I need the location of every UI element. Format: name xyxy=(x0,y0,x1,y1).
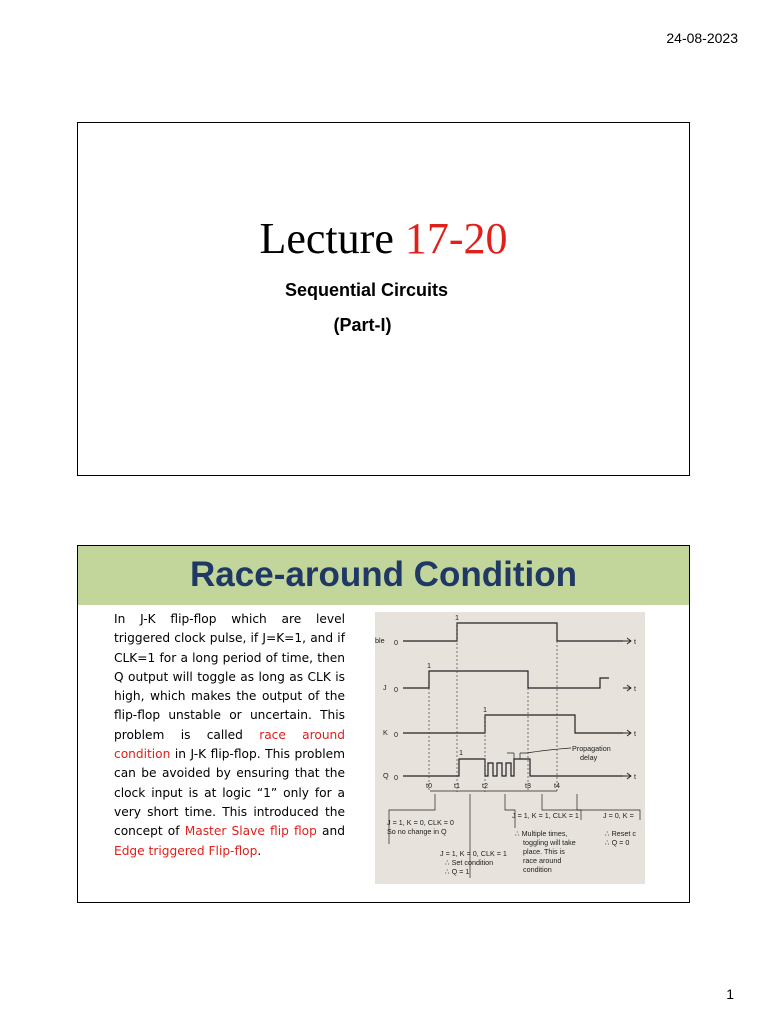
timing-diagram-photo xyxy=(375,612,645,884)
k-waveform xyxy=(403,715,623,733)
fig-time-mark: t4 xyxy=(554,781,560,790)
fig-note3: J = 1, K = 1, CLK = 1 xyxy=(512,811,579,820)
fig-one: 1 xyxy=(455,613,459,622)
highlight-race-around: race around condition xyxy=(114,727,345,762)
fig-time-mark: t3 xyxy=(525,781,531,790)
fig-zero: 0 xyxy=(394,638,398,647)
body-text-part: and xyxy=(316,824,345,839)
fig-note4: ∴ Q = 0 xyxy=(605,838,630,847)
fig-propagation: Propagation xyxy=(572,744,611,753)
body-text-part: . xyxy=(257,843,262,858)
highlight-master-slave: Master Slave flip flop xyxy=(184,824,317,839)
fig-note3: toggling will take xyxy=(523,838,576,847)
page-number: 1 xyxy=(726,986,734,1002)
fig-note2: ∴ Q = 1 xyxy=(445,867,470,876)
fig-label-q: Q xyxy=(383,771,389,780)
fig-note2: ∴ Set condition xyxy=(445,858,494,867)
highlight-edge-triggered: Edge triggered Flip-flop xyxy=(114,843,258,858)
fig-label-j: J xyxy=(383,683,387,692)
fig-propagation: delay xyxy=(580,753,598,762)
body-text-part: In J-K flip-flop which are level triggered clock pulse, if J=K=1, and if CLK=1 for a long period of time, then Q output will toggle as long as CLK is high, which makes the output of the flip-flop unstable or uncertain. This problem is called xyxy=(114,612,345,742)
clock-waveform xyxy=(403,623,623,641)
slide-title: Race-around Condition xyxy=(190,555,577,594)
lecture-title xyxy=(78,213,689,264)
fig-note3: place. This is xyxy=(523,847,565,856)
fig-note1: J = 1, K = 0, CLK = 0 xyxy=(387,818,454,827)
fig-note3: condition xyxy=(523,865,552,874)
slide-body-text xyxy=(114,610,345,861)
lecture-title-prefix: Lecture xyxy=(259,214,405,263)
fig-one: 1 xyxy=(459,748,463,757)
lecture-part: (Part-I) xyxy=(333,315,392,335)
fig-zero: 0 xyxy=(394,730,398,739)
race-around-slide xyxy=(77,545,690,903)
title-slide xyxy=(77,122,690,476)
fig-t: t xyxy=(634,729,636,738)
fig-zero: 0 xyxy=(394,685,398,694)
fig-zero: 0 xyxy=(394,773,398,782)
slide-title-banner xyxy=(78,546,689,605)
fig-note3: race around xyxy=(523,856,562,865)
fig-note4: J = 0, K = xyxy=(603,811,634,820)
lecture-number: 17-20 xyxy=(404,214,508,263)
fig-note1: So no change in Q xyxy=(387,827,447,836)
fig-t: t xyxy=(634,684,636,693)
j-waveform xyxy=(403,671,609,688)
fig-label-clk: ble xyxy=(375,636,385,645)
fig-time-mark: t0 xyxy=(426,781,432,790)
timing-diagram xyxy=(375,612,645,884)
fig-t: t xyxy=(634,637,636,646)
fig-one: 1 xyxy=(427,661,431,670)
fig-time-mark: t2 xyxy=(482,781,488,790)
fig-note2: J = 1, K = 0, CLK = 1 xyxy=(440,849,507,858)
header-date: 24-08-2023 xyxy=(666,30,738,46)
fig-one: 1 xyxy=(483,705,487,714)
fig-time-mark: t1 xyxy=(454,781,460,790)
fig-t: t xyxy=(634,772,636,781)
fig-label-k: K xyxy=(383,728,388,737)
body-text-part: in J-K flip-flop. This problem can be avoided by ensuring that the clock input is at logic “1” only for a very short time. This introduced the concept of xyxy=(114,747,345,839)
lecture-subtitle: Sequential Circuits xyxy=(284,280,449,300)
fig-note3: ∴ Multiple times, xyxy=(515,829,568,838)
fig-note4: ∴ Reset c xyxy=(605,829,636,838)
